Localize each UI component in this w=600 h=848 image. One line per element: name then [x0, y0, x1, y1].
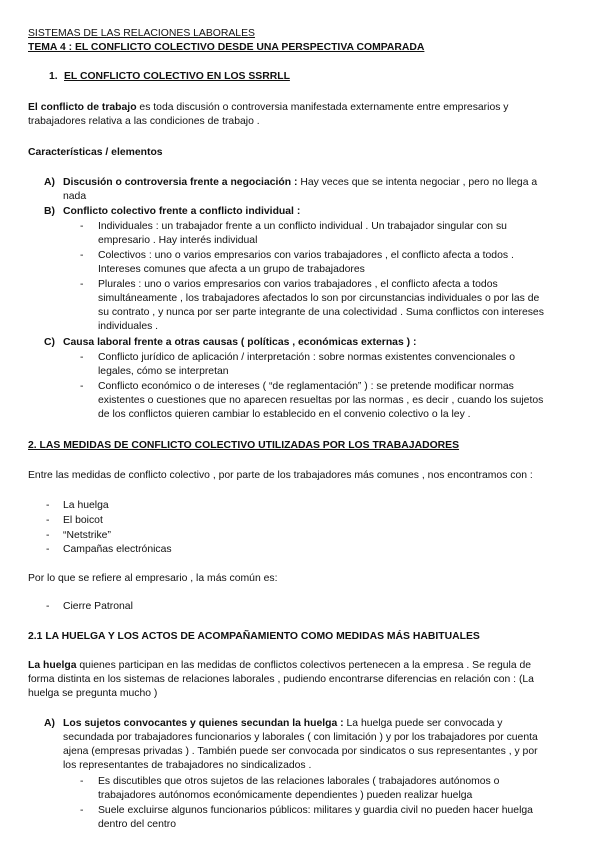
measure-item: El boicot [63, 515, 103, 526]
item-a-marker: A) [44, 177, 55, 188]
bullet-dash: - [46, 530, 50, 541]
section-2-heading: 2. LAS MEDIDAS DE CONFLICTO COLECTIVO UTILIZADAS POR LOS TRABAJADORES [28, 440, 460, 451]
section-2-intro: Entre las medidas de conflicto colectivo , por parte de los trabajadores más comunes , nos encontramos con : [28, 470, 533, 481]
item-c-title: Causa laboral frente a otras causas ( políticas , económicas externas ) : [63, 337, 417, 348]
bullet-dash: - [46, 544, 50, 555]
definition-term: El conflicto de trabajo [28, 102, 137, 113]
employer-intro: Por lo que se refiere al empresario , la más común es: [28, 573, 278, 584]
bullet-dash: - [80, 352, 84, 363]
strike-item-a-title: Los sujetos convocantes y quienes secundan la huelga : [63, 718, 344, 729]
item-b-3-line-2: simultáneamente , los trabajadores afectados lo son por circunstancias individuales o por las de [98, 293, 540, 304]
strike-item-a-1-line-1: Es discutibles que otros sujetos de las relaciones laborales ( trabajadores autónomos o [98, 776, 500, 787]
strike-text: quienes participan en las medidas de conflictos colectivos pertenecen a la empresa . Se regula de [76, 660, 532, 671]
bullet-dash: - [80, 805, 84, 816]
bullet-dash: - [80, 776, 84, 787]
item-b-1-line-1: Individuales : un trabajador frente a un conflicto individual . Un trabajador singular con su [98, 221, 507, 232]
definition-line-1 [28, 101, 509, 116]
item-b-1-line-2: empresario . Hay interés individual [98, 235, 258, 246]
measure-item: La huelga [63, 500, 109, 511]
bullet-dash: - [80, 221, 84, 232]
item-b-2-line-2: Intereses comunes que afecta a un grupo de trabajadores [98, 264, 365, 275]
item-b-3-line-4: individuales . [98, 321, 159, 332]
strike-item-a-line-3: ajena (empresas privadas ) . También puede ser convocada por sindicatos o sus representantes , y por [63, 746, 538, 757]
item-a-text: Hay veces que se intenta negociar , pero no llega a [297, 177, 538, 188]
strike-item-a-line-4: los representantes de trabajadores no sindicalizados . [63, 760, 312, 771]
document-title: SISTEMAS DE LAS RELACIONES LABORALES [28, 28, 255, 39]
bullet-dash: - [46, 601, 50, 612]
item-c-1-line-2: legales, cómo se interpretan [98, 366, 229, 377]
strike-paragraph-line-3: huelga se pregunta mucho ) [28, 688, 158, 699]
item-c-2-line-1: Conflicto económico o de intereses ( “de reglamentación” ) : se pretende modificar normas [98, 381, 514, 392]
item-b-title: Conflicto colectivo frente a conflicto individual : [63, 206, 301, 217]
item-c-2-line-3: de los conflictos quieren cambiar lo establecido en el convenio colectivo o la ley . [98, 409, 471, 420]
item-a-line-2: nada [63, 191, 87, 202]
employer-measure: Cierre Patronal [63, 601, 133, 612]
measure-item: Campañas electrónicas [63, 544, 172, 555]
section-2-1-heading: 2.1 LA HUELGA Y LOS ACTOS DE ACOMPAÑAMIENTO COMO MEDIDAS MÁS HABITUALES [28, 631, 480, 642]
item-c-marker: C) [44, 337, 55, 348]
measure-item: “Netstrike” [63, 530, 111, 541]
item-a-title: Discusión o controversia frente a negociación : [63, 177, 298, 188]
item-b-2-line-1: Colectivos : uno o varios empresarios con varios trabajadores , el conflicto afecta a todos . [98, 250, 514, 261]
strike-item-a-line-2: secundada por trabajadores funcionarios y laborales ( con limitación ) y por los trabajadores por cuenta [63, 732, 538, 743]
section-1-number: 1. [49, 71, 58, 82]
item-c-2-line-2: existentes o cuestiones que no aparecen resueltas por las normas , es decir , cuando los sujetos [98, 395, 544, 406]
strike-item-a-text: La huelga puede ser convocada y [343, 718, 503, 729]
strike-paragraph-line-2: forma distinta en los sistemas de relaciones laborales , pudiendo encontrarse diferencias en relación con : (La [28, 674, 534, 685]
strike-item-a-marker: A) [44, 718, 55, 729]
document-subtitle: TEMA 4 : EL CONFLICTO COLECTIVO DESDE UNA PERSPECTIVA COMPARADA [28, 42, 425, 53]
bullet-dash: - [80, 381, 84, 392]
strike-item-a-1-line-2: trabajadores autónomos económicamente dependientes ) pueden realizar huelga [98, 790, 473, 801]
bullet-dash: - [80, 279, 84, 290]
item-c-1-line-1: Conflicto jurídico de aplicación / interpretación : sobre normas existentes convencionales o [98, 352, 516, 363]
section-1-heading: EL CONFLICTO COLECTIVO EN LOS SSRRLL [64, 71, 290, 82]
item-b-3-line-3: su contrato , y nunca por ser parte integrante de una colectividad . Suma conflictos con intereses [98, 307, 544, 318]
definition-line-2: trabajadores relativa a las condiciones de trabajo . [28, 116, 260, 127]
strike-paragraph-line-1 [28, 659, 531, 674]
bullet-dash: - [80, 250, 84, 261]
item-a-line-1 [63, 176, 537, 191]
strike-item-a-line-1 [63, 717, 503, 732]
bullet-dash: - [46, 500, 50, 511]
strike-item-a-2-line-1: Suele excluirse algunos funcionarios públicos: militares y guardia civil no pueden hacer huelga [98, 805, 533, 816]
definition-text: es toda discusión o controversia manifestada externamente entre empresarios y [136, 102, 509, 113]
strike-item-a-2-line-2: dentro del centro [98, 819, 176, 830]
characteristics-heading: Características / elementos [28, 147, 163, 158]
bullet-dash: - [46, 515, 50, 526]
item-b-marker: B) [44, 206, 55, 217]
strike-term: La huelga [28, 660, 77, 671]
item-b-3-line-1: Plurales : uno o varios empresarios con varios trabajadores , el conflicto afecta a todos [98, 279, 498, 290]
